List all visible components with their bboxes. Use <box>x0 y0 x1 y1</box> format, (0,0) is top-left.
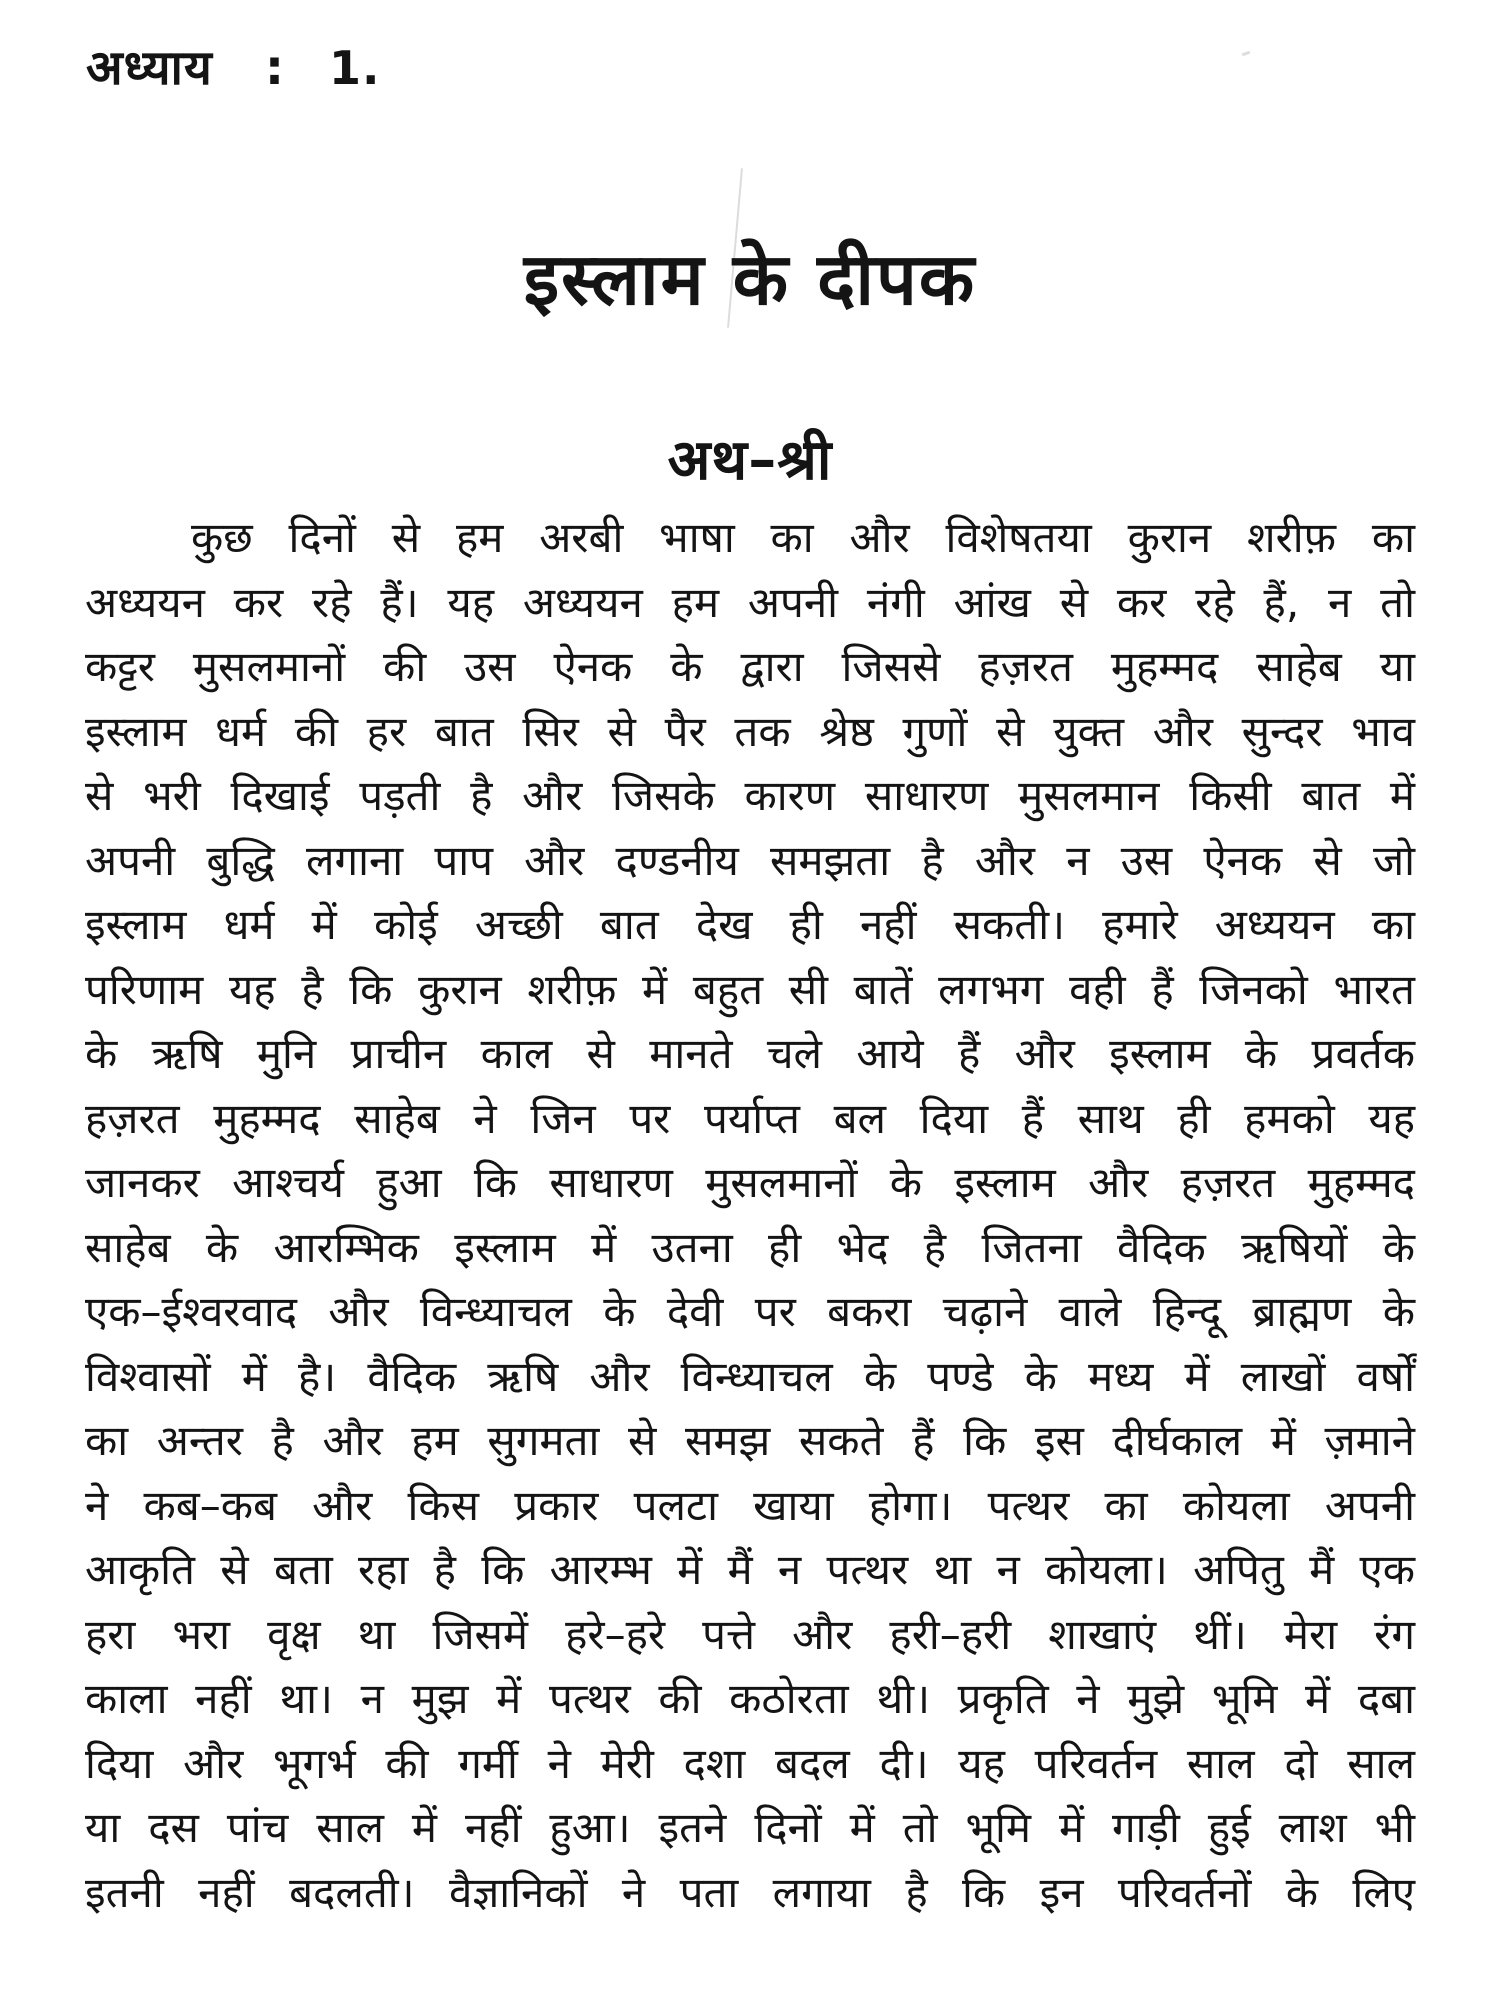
body-line: परिणाम यह है कि कुरान शरीफ़ में बहुत सी बातें लगभग वही हैं जिनको भारत <box>85 964 1415 1014</box>
body-line: आकृति से बता रहा है कि आरम्भ में मैं न पत्थर था न कोयला। अपितु मैं एक <box>85 1545 1415 1594</box>
body-line: इतनी नहीं बदलती। वैज्ञानिकों ने पता लगाया है कि इन परिवर्तनों के लिए <box>85 1867 1415 1917</box>
body-line: हरा भरा वृक्ष था जिसमें हरे–हरे पत्ते और हरी–हरी शाखाएं थीं। मेरा रंग <box>85 1609 1415 1659</box>
body-line: कट्टर मुसलमानों की उस ऐनक के द्वारा जिससे हज़रत मुहम्मद साहेब या <box>85 642 1415 691</box>
body-line: या दस पांच साल में नहीं हुआ। इतने दिनों में तो भूमि में गाड़ी हुई लाश भी <box>85 1803 1415 1852</box>
body-line: का अन्तर है और हम सुगमता से समझ सकते हैं कि इस दीर्घकाल में ज़माने <box>85 1416 1415 1465</box>
body-line: के ऋषि मुनि प्राचीन काल से मानते चले आये हैं और इस्लाम के प्रवर्तक <box>85 1029 1415 1078</box>
body-paragraph <box>85 506 1415 1925</box>
chapter-heading <box>86 34 381 99</box>
body-line: जानकर आश्चर्य हुआ कि साधारण मुसलमानों के इस्लाम और हज़रत मुहम्मद <box>85 1158 1415 1207</box>
body-line: से भरी दिखाई पड़ती है और जिसके कारण साधारण मुसलमान किसी बात में <box>85 771 1415 820</box>
body-line: अपनी बुद्धि लगाना पाप और दण्डनीय समझता है और न उस ऐनक से जो <box>85 835 1415 885</box>
body-line: काला नहीं था। न मुझ में पत्थर की कठोरता थी। प्रकृति ने मुझे भूमि में दबा <box>85 1674 1415 1723</box>
chapter-label: अध्याय <box>86 40 213 96</box>
body-line: अध्ययन कर रहे हैं। यह अध्ययन हम अपनी नंगी आंख से कर रहे हैं, न तो <box>85 577 1415 627</box>
chapter-number: 1. <box>329 41 381 95</box>
body-line: इस्लाम धर्म की हर बात सिर से पैर तक श्रेष्ठ गुणों से युक्त और सुन्दर भाव <box>85 706 1415 756</box>
body-line: विश्वासों में है। वैदिक ऋषि और विन्ध्याचल के पण्डे के मध्य में लाखों वर्षों <box>85 1351 1415 1401</box>
chapter-colon: : <box>264 40 286 96</box>
body-line: साहेब के आरम्भिक इस्लाम में उतना ही भेद है जितना वैदिक ऋषियों के <box>85 1222 1415 1272</box>
body-line: ने कब–कब और किस प्रकार पलटा खाया होगा। पत्थर का कोयला अपनी <box>85 1480 1415 1530</box>
body-line: एक–ईश्वरवाद और विन्ध्याचल के देवी पर बकरा चढ़ाने वाले हिन्दू ब्राह्मण के <box>85 1287 1415 1336</box>
body-line: इस्लाम धर्म में कोई अच्छी बात देख ही नहीं सकती। हमारे अध्ययन का <box>85 900 1415 949</box>
invocation-subtitle: अथ–श्री <box>667 428 833 493</box>
body-line: हज़रत मुहम्मद साहेब ने जिन पर पर्याप्त बल दिया हैं साथ ही हमको यह <box>85 1093 1415 1143</box>
page-title: इस्लाम के दीपक <box>523 237 977 321</box>
body-line: कुछ दिनों से हम अरबी भाषा का और विशेषतया कुरान शरीफ़ का <box>191 513 1415 562</box>
body-line: दिया और भूगर्भ की गर्मी ने मेरी दशा बदल दी। यह परिवर्तन साल दो साल <box>85 1738 1415 1788</box>
scan-speck-artifact <box>1242 51 1251 57</box>
